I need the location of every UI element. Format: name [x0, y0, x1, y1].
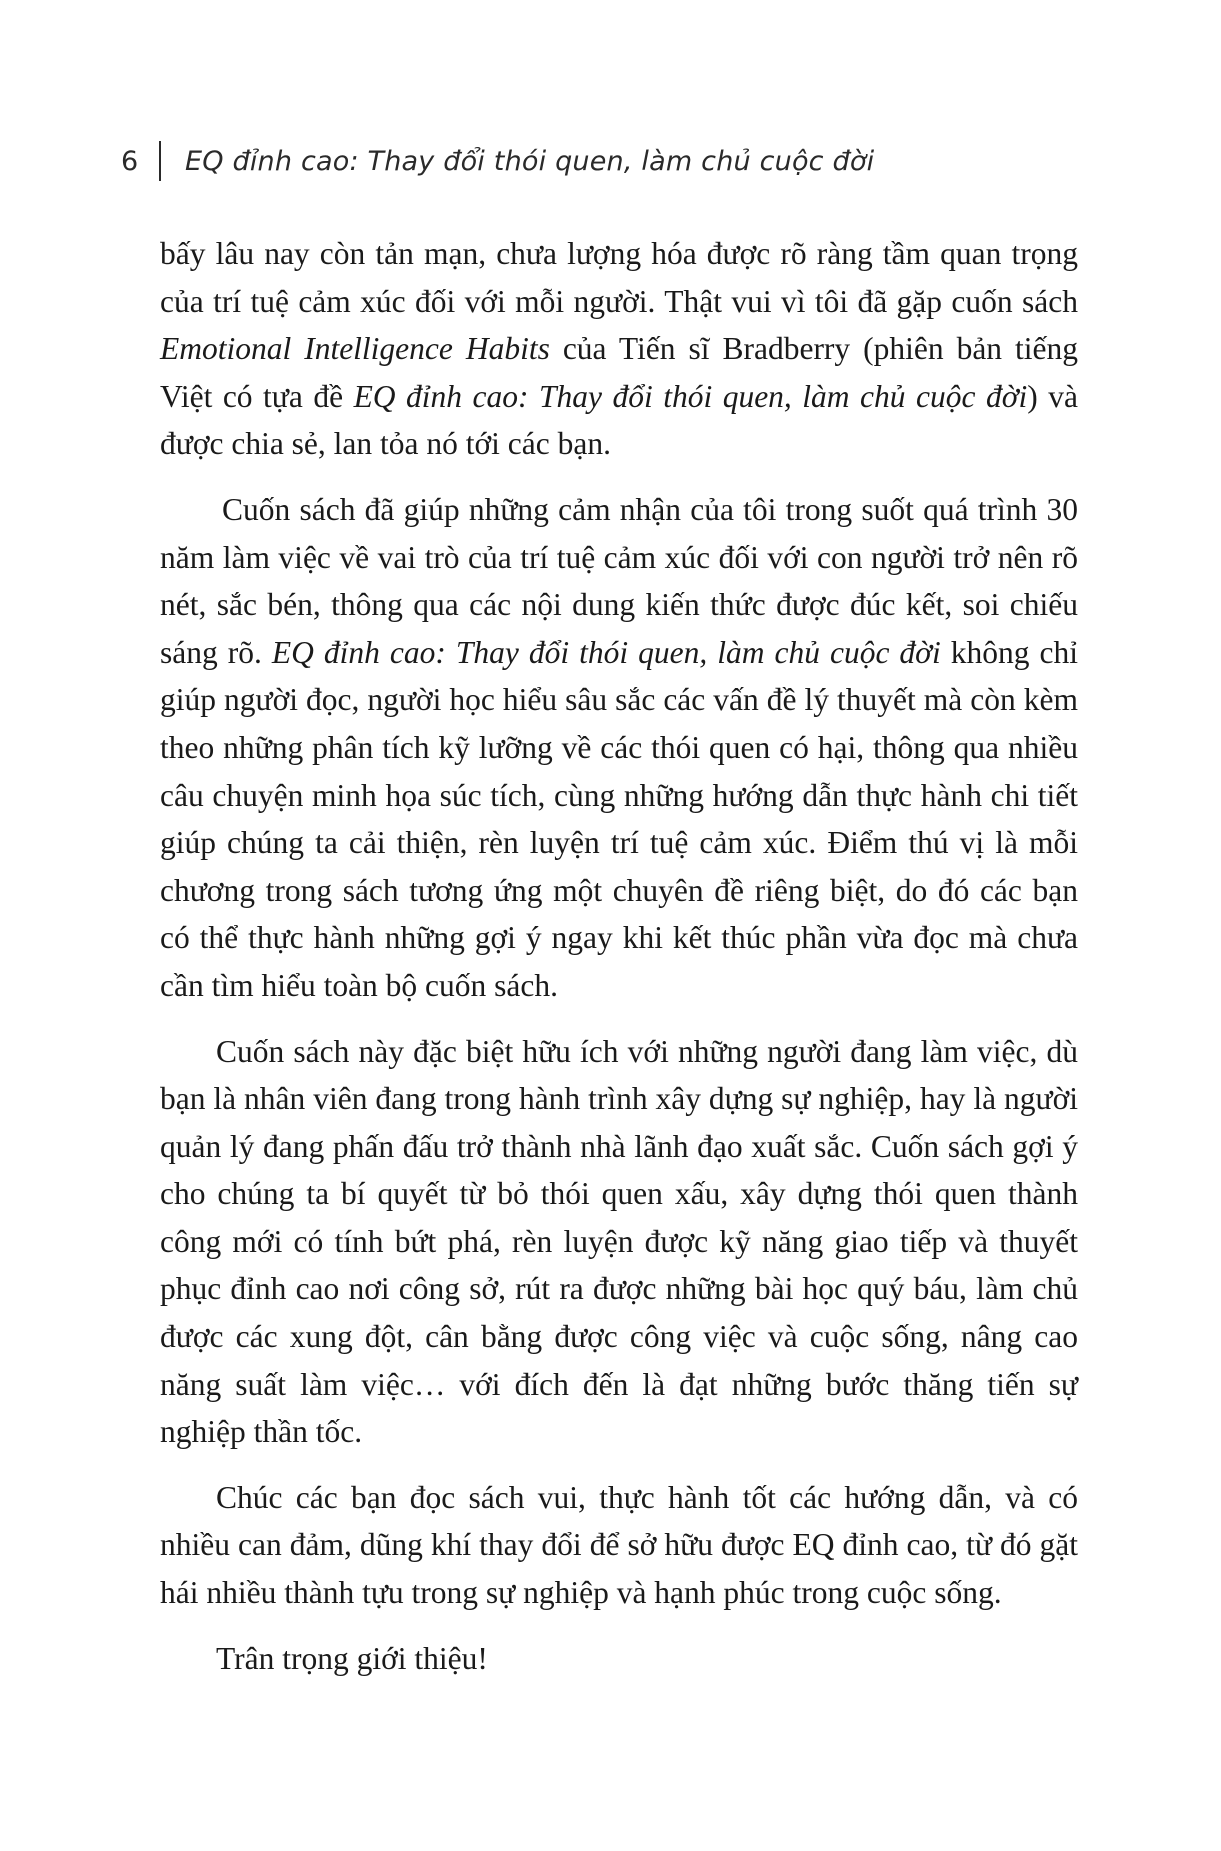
- paragraph-1-text-c: của Tiến sĩ Bradberry (phiên bản tiếng Việt có tựa đề: [160, 331, 1078, 414]
- paragraph-3: Cuốn sách này đặc biệt hữu ích với những người đang làm việc, dù bạn là nhân viên đang trong hành trình xây dựng sự nghiệp, hay là người quản lý đang phấn đấu trở thành nhà lãnh đạo xuất sắc. Cuốn sách gợi ý cho chúng ta bí quyết từ bỏ thói quen xấu, xây dựng thói quen thành công mới có tính bứt phá, rèn luyện được kỹ năng giao tiếp và thuyết phục đỉnh cao nơi công sở, rút ra được những bài học quý báu, làm chủ được các xung đột, cân bằng được công việc và cuộc sống, nâng cao năng suất làm việc… với đích đến là đạt những bước thăng tiến sự nghiệp thần tốc.: [160, 1033, 1078, 1450]
- running-head: [121, 139, 874, 183]
- header-divider: [159, 141, 161, 181]
- paragraph-1-text-e: ) và được chia sẻ, lan tỏa nó tới các bạn.: [160, 378, 1078, 462]
- paragraph-2-text-c: không chỉ giúp người đọc, người học hiểu sâu sắc các vấn đề lý thuyết mà còn kèm theo những phân tích kỹ lưỡng về các thói quen có hại, thông qua nhiều câu chuyện minh họa súc tích, cùng những hướng dẫn thực hành chi tiết giúp chúng ta cải thiện, rèn luyện trí tuệ cảm xúc. Điểm thú vị là mỗi chương trong sách tương ứng một chuyên đề riêng biệt, do đó các bạn có thể thực hành những gợi ý ngay khi kết thúc phần vừa đọc mà chưa cần tìm hiểu toàn bộ cuốn sách.: [160, 634, 1078, 1003]
- paragraph-2: [160, 486, 1078, 1010]
- paragraph-4: Chúc các bạn đọc sách vui, thực hành tốt các hướng dẫn, và có nhiều can đảm, dũng khí thay đổi để sở hữu được EQ đỉnh cao, từ đó gặt hái nhiều thành tựu trong sự nghiệp và hạnh phúc trong cuộc sống.: [160, 1479, 1078, 1611]
- book-title-vietnamese: EQ đỉnh cao: Thay đổi thói quen, làm chủ cuộc đời: [353, 378, 1028, 414]
- book-title-vietnamese-2: EQ đỉnh cao: Thay đổi thói quen, làm chủ cuộc đời: [271, 634, 941, 670]
- book-title-english: Emotional Intelligence Habits: [160, 331, 550, 367]
- page-number: 6: [121, 145, 139, 177]
- paragraph-1-text-a: bấy lâu nay còn tản mạn, chưa lượng hóa được rõ ràng tầm quan trọng của trí tuệ cảm xúc đối với mỗi người. Thật vui vì tôi đã gặp cuốn sách: [160, 236, 1078, 319]
- paragraph-1: [160, 230, 1078, 468]
- body-text: [160, 230, 1078, 1700]
- paragraph-2-text-a: Cuốn sách đã giúp những cảm nhận của tôi trong suốt quá trình 30 năm làm việc về vai trò của trí tuệ cảm xúc đối với con người trở nên rõ nét, sắc bén, thông qua các nội dung kiến thức được đúc kết, soi chiếu sáng rõ.: [160, 491, 1078, 670]
- running-title: EQ đỉnh cao: Thay đổi thói quen, làm chủ cuộc đời: [185, 145, 875, 177]
- closing-line: Trân trọng giới thiệu!: [216, 1640, 488, 1676]
